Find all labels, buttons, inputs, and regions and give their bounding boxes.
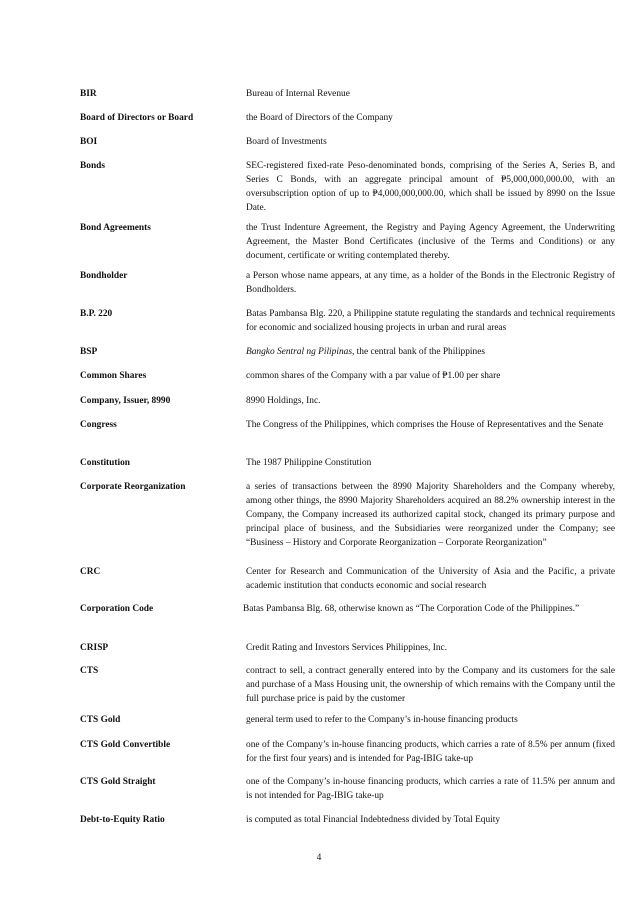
glossary-term: Constitution <box>80 458 131 468</box>
glossary-definition: Bureau of Internal Revenue <box>246 89 350 99</box>
glossary-definition: one of the Company’s in-house financing products, which carries a rate of 11.5% per annum and is not intended for Pag-IBIG take-up <box>246 777 615 801</box>
page-number: 4 <box>316 853 322 863</box>
glossary-term: Company, Issuer, 8990 <box>80 396 171 406</box>
glossary-term: B.P. 220 <box>80 309 113 319</box>
glossary-term: Corporate Reorganization <box>80 482 186 492</box>
glossary-term: CTS Gold Straight <box>80 777 156 787</box>
glossary-definition: Board of Investments <box>246 137 327 147</box>
glossary-definition: common shares of the Company with a par value of ₱1.00 per share <box>246 371 501 381</box>
glossary-term: CRC <box>80 567 101 577</box>
glossary-definition: one of the Company’s in-house financing products, which carries a rate of 8.5% per annum (fixed for the first four years) and is intended for Pag-IBIG take-up <box>246 740 615 764</box>
glossary-definition: Credit Rating and Investors Services Philippines, Inc. <box>246 643 448 653</box>
glossary-term: CTS <box>80 666 99 676</box>
glossary-definition-italic: Bangko Sentral ng Pilipinas <box>246 347 352 357</box>
glossary-term: BIR <box>80 89 97 99</box>
glossary-definition: a series of transactions between the 8990 Majority Shareholders and the Company whereby, among other things, the 8990 Majority Shareholders acquired an 88.2% ownership interest in the Company, the Company increased its authorized capital stock, changed its primary purpose and principal place of business, and the Subsidiaries were reorganized under the Company; see “Business – History and Corporate Reorganization – Corporate Reorganization” <box>246 482 615 548</box>
glossary-definition: Center for Research and Communication of the University of Asia and the Pacific, a private academic institution that conducts economic and social research <box>246 567 615 591</box>
glossary-definition: The Congress of the Philippines, which comprises the House of Representatives and the Senate <box>246 420 604 430</box>
glossary-definition <box>246 345 615 359</box>
glossary-definition: the Board of Directors of the Company <box>246 113 393 123</box>
glossary-term: Congress <box>80 420 117 430</box>
glossary-definition: a Person whose name appears, at any time, as a holder of the Bonds in the Electronic Registry of Bondholders. <box>246 271 615 295</box>
glossary-definition: Batas Pambansa Blg. 68, otherwise known as “The Corporation Code of the Philippines.” <box>243 604 580 614</box>
glossary-term: Board of Directors or Board <box>80 113 194 123</box>
glossary-term: CTS Gold <box>80 715 121 725</box>
glossary-term: CRISP <box>80 643 109 653</box>
glossary-definition: SEC-registered fixed-rate Peso-denominated bonds, comprising of the Series A, Series B, and Series C Bonds, with an aggregate principal amount of ₱5,000,000,000.00, with an oversubscription option of up to ₱4,000,000,000.00, which shall be issued by 8990 on the Issue Date. <box>246 161 615 213</box>
glossary-definition: 8990 Holdings, Inc. <box>246 396 321 406</box>
glossary-term: Common Shares <box>80 371 147 381</box>
glossary-term: Debt-to-Equity Ratio <box>80 815 165 825</box>
glossary-definition: The 1987 Philippine Constitution <box>246 458 372 468</box>
glossary-definition: is computed as total Financial Indebtedness divided by Total Equity <box>246 815 501 825</box>
glossary-term: BSP <box>80 347 98 357</box>
glossary-definition: the Trust Indenture Agreement, the Registry and Paying Agency Agreement, the Underwriting Agreement, the Master Bond Certificates (inclusive of the Terms and Conditions) or any document, certificate or writing contemplated thereby. <box>246 223 615 261</box>
glossary-term: Bondholder <box>80 271 128 281</box>
glossary-term: BOI <box>80 137 98 147</box>
glossary-term: Bonds <box>80 161 106 171</box>
glossary-definition-rest: , the central bank of the Philippines <box>351 347 486 357</box>
glossary-definition: Batas Pambansa Blg. 220, a Philippine statute regulating the standards and technical requirements for economic and socialized housing projects in urban and rural areas <box>246 309 615 333</box>
glossary-term: Bond Agreements <box>80 223 151 233</box>
glossary-term: Corporation Code <box>80 604 154 614</box>
glossary-definition: contract to sell, a contract generally entered into by the Company and its customers for the sale and purchase of a Mass Housing unit, the ownership of which remains with the Company until the full purchase price is paid by the customer <box>246 666 615 704</box>
glossary-term: CTS Gold Convertible <box>80 740 171 750</box>
glossary-definition: general term used to refer to the Company’s in-house financing products <box>246 715 518 725</box>
